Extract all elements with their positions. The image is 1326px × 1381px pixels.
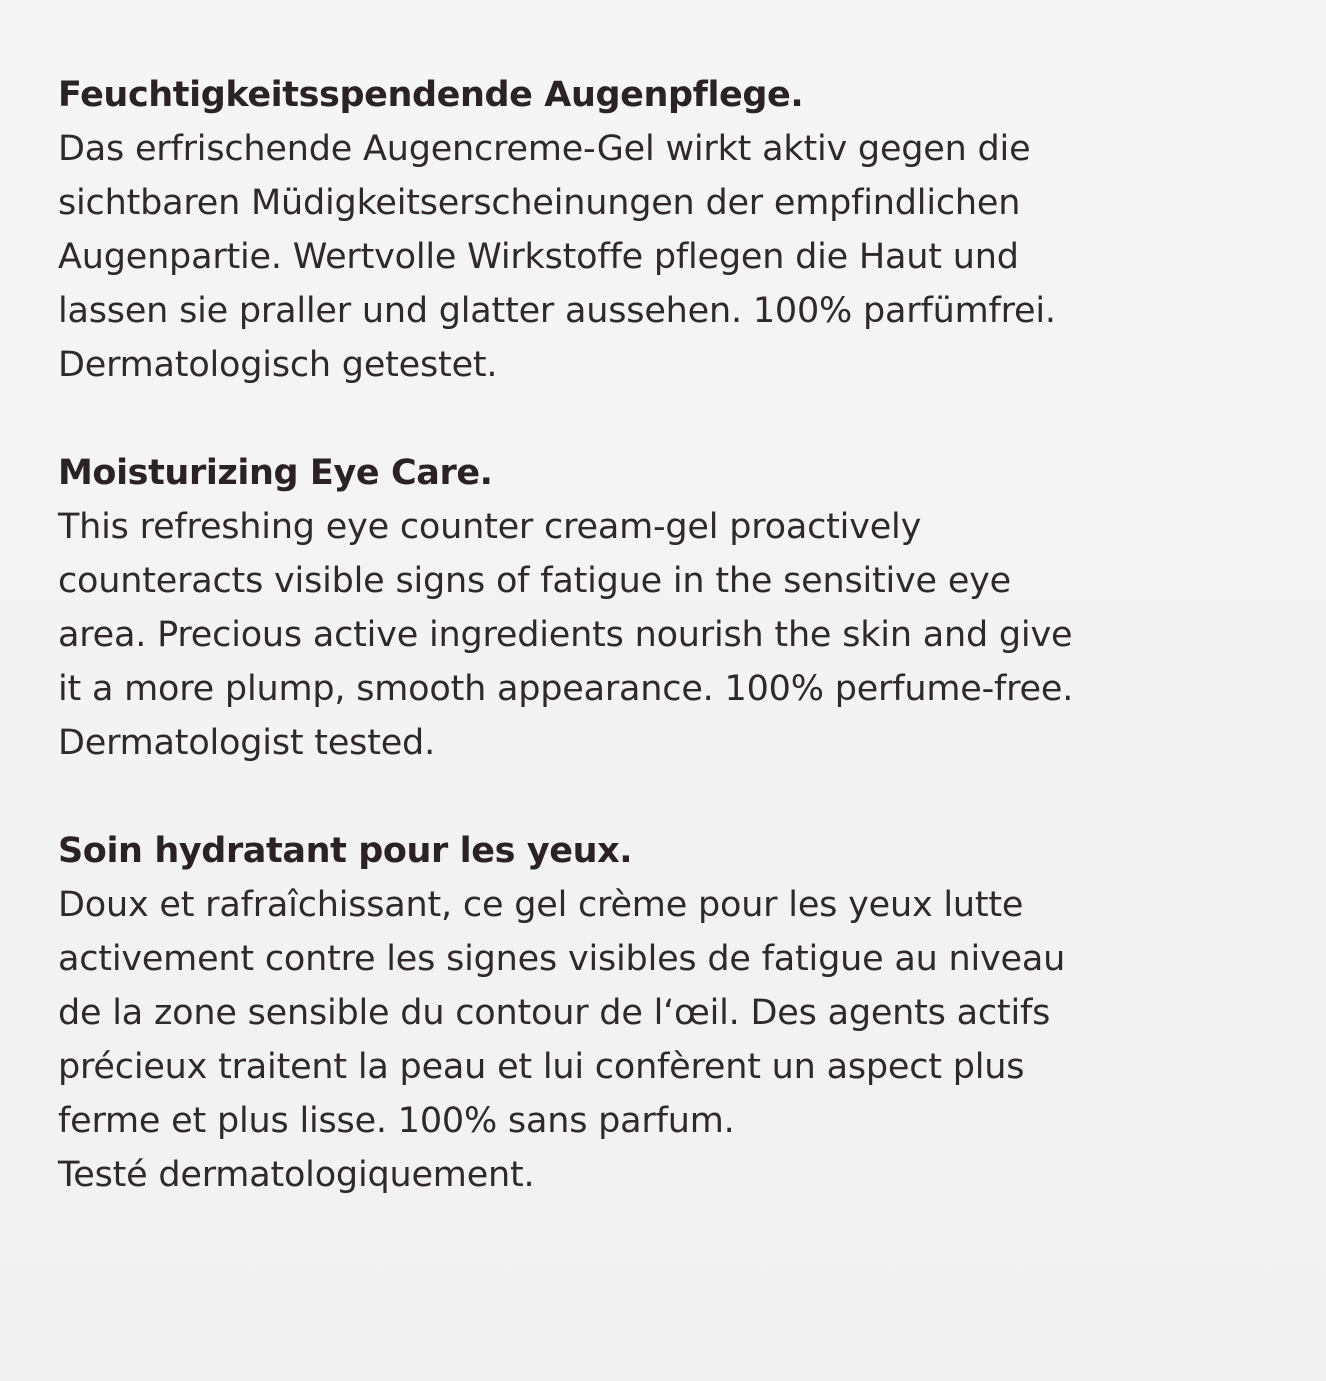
paragraph-line: de la zone sensible du contour de l‘œil. Des agents actifs: [58, 993, 1051, 1033]
section-french: [58, 824, 1298, 1202]
paragraph-line: Doux et rafraîchissant, ce gel crème pour les yeux lutte: [58, 885, 1024, 925]
paragraph-line: sichtbaren Müdigkeitserscheinungen der empfindlichen: [58, 183, 1021, 223]
paragraph-line: it a more plump, smooth appearance. 100% perfume-free.: [58, 669, 1074, 709]
paragraph-line: counteracts visible signs of fatigue in the sensitive eye: [58, 561, 1011, 601]
product-description: [58, 68, 1298, 1256]
paragraph-line: Dermatologist tested.: [58, 723, 435, 763]
paragraph-line: ferme et plus lisse. 100% sans parfum.: [58, 1101, 735, 1141]
paragraph-line: Testé dermatologiquement.: [58, 1155, 535, 1195]
paragraph-line: area. Precious active ingredients nourish the skin and give: [58, 615, 1073, 655]
section-heading: Moisturizing Eye Care.: [58, 453, 493, 493]
section-heading: Feuchtigkeitsspendende Augenpflege.: [58, 75, 804, 115]
paragraph-line: Dermatologisch getestet.: [58, 345, 498, 385]
paragraph-line: This refreshing eye counter cream-gel proactively: [58, 507, 922, 547]
section-german: [58, 68, 1298, 392]
paragraph-line: lassen sie praller und glatter aussehen. 100% parfümfrei.: [58, 291, 1056, 331]
paragraph-line: activement contre les signes visibles de fatigue au niveau: [58, 939, 1066, 979]
section-english: [58, 446, 1298, 770]
paragraph-line: précieux traitent la peau et lui confèrent un aspect plus: [58, 1047, 1025, 1087]
section-heading: Soin hydratant pour les yeux.: [58, 831, 633, 871]
paragraph-line: Augenpartie. Wertvolle Wirkstoffe pflegen die Haut und: [58, 237, 1019, 277]
paragraph-line: Das erfrischende Augencreme-Gel wirkt aktiv gegen die: [58, 129, 1031, 169]
